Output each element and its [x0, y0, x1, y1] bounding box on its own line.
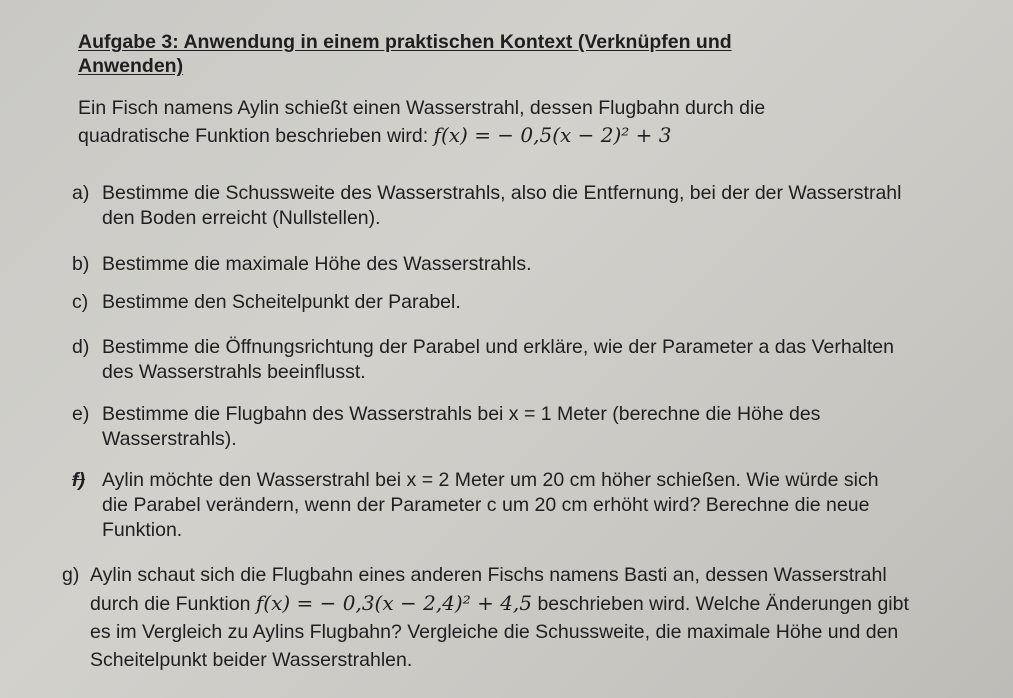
task-f [72, 468, 902, 543]
task-g-formula: f(x) = − 0,3(x − 2,4)² + 4,5 [255, 591, 533, 615]
task-b-text: Bestimme die maximale Höhe des Wasserstrahls. [102, 253, 532, 275]
task-g-text-before: Aylin schaut sich die Flugbahn eines anderen Fischs namens Basti an, dessen Wasserstrahl durch die Funktion [90, 564, 887, 615]
intro-formula-text: f(x) = − 0,5(x − 2)² + 3 [433, 123, 672, 147]
task-g-label: g) [62, 564, 80, 586]
task-f-text: Aylin möchte den Wasserstrahl bei x = 2 Meter um 20 cm höher schießen. Wie würde sich die Parabel verändern, wenn der Parameter c um 20 cm erhöht wird? Berechne die neue Funktion. [102, 469, 879, 541]
task-title: Aufgabe 3: Anwendung in einem praktischen Kontext (Verknüpfen und Anwenden) [78, 31, 732, 77]
task-b-label: b) [72, 253, 90, 275]
task-f-label: f) [72, 469, 85, 491]
task-e [72, 402, 902, 452]
task-e-label: e) [72, 403, 90, 425]
task-d-label: d) [72, 336, 90, 358]
task-c-text: Bestimme den Scheitelpunkt der Parabel. [102, 291, 461, 313]
task-b [72, 252, 902, 277]
task-c [72, 290, 902, 315]
task-c-label: c) [72, 291, 89, 313]
task-a-text: Bestimme die Schussweite des Wasserstrahls, also die Entfernung, bei der der Wasserstrahl den Boden erreicht (Nullstellen). [102, 182, 902, 229]
task-a-label: a) [72, 182, 90, 204]
intro-text: Ein Fisch namens Aylin schießt einen Wasserstrahl, dessen Flugbahn durch die quadratische Funktion beschrieben wird: [78, 97, 766, 147]
task-d [72, 335, 902, 385]
task-e-text: Bestimme die Flugbahn des Wasserstrahls bei x = 1 Meter (berechne die Höhe des Wasserstrahls). [102, 403, 821, 450]
intro-formula [434, 123, 672, 147]
task-d-text: Bestimme die Öffnungsrichtung der Parabel und erkläre, wie der Parameter a das Verhalten des Wasserstrahls beeinflusst. [102, 336, 894, 383]
task-g-text-after: beschrieben wird. Welche Änderungen gibt es im Vergleich zu Aylins Flugbahn? Vergleiche die Schussweite, die maximale Höhe und den Scheitelpunkt beider Wasserstrahlen. [90, 593, 909, 671]
task-intro [78, 95, 878, 150]
task-a [72, 181, 902, 231]
task-g-body [90, 561, 922, 674]
task-g [62, 561, 922, 674]
